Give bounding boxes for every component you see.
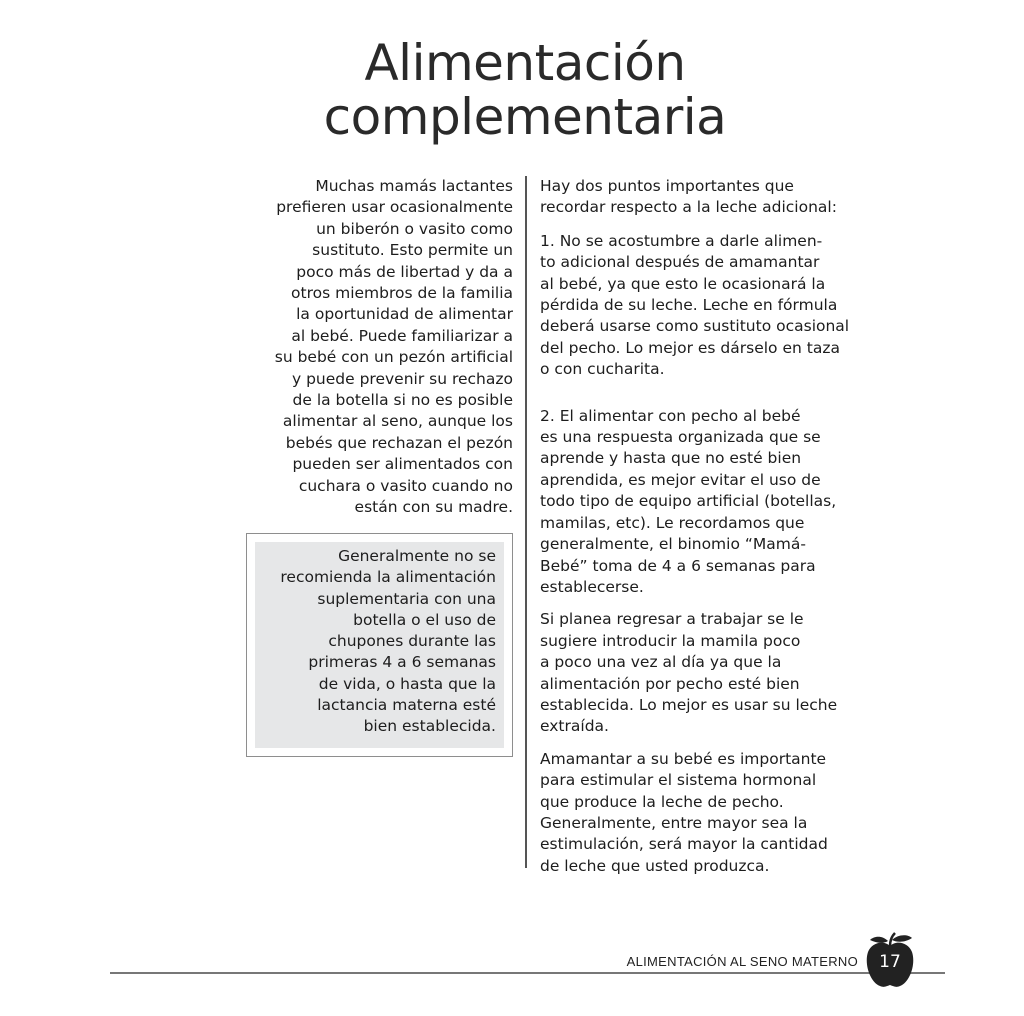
paragraph-return-work [540, 609, 870, 737]
right-column [540, 176, 870, 877]
text-line: o con cucharita. [540, 360, 665, 379]
title-line-2: complementaria [323, 88, 727, 146]
text-line: Hay dos puntos importantes que [540, 177, 794, 195]
column-divider [525, 176, 527, 868]
intro-line: sustituto. Esto permite un [312, 241, 513, 260]
text-line: al bebé, ya que esto le ocasionará la [540, 274, 826, 293]
intro-line: de la botella si no es posible [292, 391, 513, 410]
text-line: Si planea regresar a trabajar se le [540, 610, 804, 629]
text-line: aprende y hasta que no esté bien [540, 449, 802, 468]
text-line: todo tipo de equipo artificial (botellas, [540, 492, 837, 511]
callout-text [255, 542, 504, 748]
text-line: to adicional después de amamantar [540, 253, 820, 272]
intro-line: poco más de libertad y da a [296, 262, 513, 281]
paragraph-point-2 [540, 406, 870, 599]
text-line: aprendida, es mejor evitar el uso de [540, 470, 821, 489]
text-line: Generalmente, entre mayor sea la [540, 813, 808, 832]
callout-line: recomienda la alimentación [280, 568, 496, 587]
callout-box [246, 533, 513, 757]
text-line: estimulación, será mayor la cantidad [540, 835, 828, 854]
footer-section-title: ALIMENTACIÓN AL SENO MATERNO [626, 954, 858, 969]
intro-line: la oportunidad de alimentar [296, 305, 513, 324]
page-title [300, 36, 750, 144]
callout-line: botella o el uso de [353, 610, 496, 629]
intro-line: pueden ser alimentados con [292, 455, 513, 474]
footer-rule [110, 972, 945, 974]
text-line: generalmente, el binomio “Mamá- [540, 535, 806, 554]
text-line: sugiere introducir la mamila poco [540, 631, 801, 650]
text-line: extraída. [540, 717, 609, 736]
callout-line: de vida, o hasta que la [318, 674, 496, 693]
text-line: mamilas, etc). Le recordamos que [540, 513, 805, 532]
text-line: a poco una vez al día ya que la [540, 653, 782, 672]
callout-line: bien establecida. [363, 717, 496, 736]
intro-column [246, 176, 513, 519]
intro-line: un biberón o vasito como [316, 219, 513, 238]
page-number: 17 [879, 952, 901, 972]
intro-line: prefieren usar ocasionalmente [276, 198, 513, 217]
intro-line: al bebé. Puede familiarizar a [291, 326, 513, 345]
intro-line: están con su madre. [354, 498, 513, 517]
text-line: alimentación por pecho esté bien [540, 674, 800, 693]
intro-line: bebés que rechazan el pezón [285, 433, 513, 452]
intro-line: cuchara o vasito cuando no [298, 476, 513, 495]
callout-line: lactancia materna esté [317, 696, 496, 715]
paragraph-point-1 [540, 231, 870, 381]
intro-line: su bebé con un pezón artificial [274, 348, 513, 367]
text-line: 1. No se acostumbre a darle alimen- [540, 231, 823, 250]
intro-line: Muchas mamás lactantes [315, 177, 513, 195]
title-line-1: Alimentación [364, 34, 686, 92]
callout-line: chupones durante las [328, 632, 496, 651]
text-line: Amamantar a su bebé es importante [540, 749, 827, 768]
intro-paragraph [246, 176, 513, 519]
callout-line: Generalmente no se [338, 547, 496, 565]
text-line: establecida. Lo mejor es usar su leche [540, 695, 838, 714]
text-line: del pecho. Lo mejor es dárselo en taza [540, 338, 840, 357]
text-line: para estimular el sistema hormonal [540, 771, 817, 790]
intro-line: alimentar al seno, aunque los [282, 412, 513, 431]
text-line: establecerse. [540, 577, 644, 596]
text-line: recordar respecto a la leche adicional: [540, 198, 837, 217]
text-line: es una respuesta organizada que se [540, 428, 821, 447]
paragraph-stimulation [540, 749, 870, 877]
text-line: de leche que usted produzca. [540, 856, 770, 875]
text-line: deberá usarse como sustituto ocasional [540, 317, 850, 336]
text-line: que produce la leche de pecho. [540, 792, 784, 811]
callout-line: primeras 4 a 6 semanas [308, 653, 496, 672]
text-line: pérdida de su leche. Leche en fórmula [540, 296, 838, 315]
text-line: Bebé” toma de 4 a 6 semanas para [540, 556, 816, 575]
paragraph-intro-points [540, 176, 870, 219]
intro-line: otros miembros de la familia [291, 284, 513, 303]
callout-line: suplementaria con una [317, 589, 496, 608]
intro-line: y puede prevenir su rechazo [291, 369, 513, 388]
text-line: 2. El alimentar con pecho al bebé [540, 406, 801, 425]
